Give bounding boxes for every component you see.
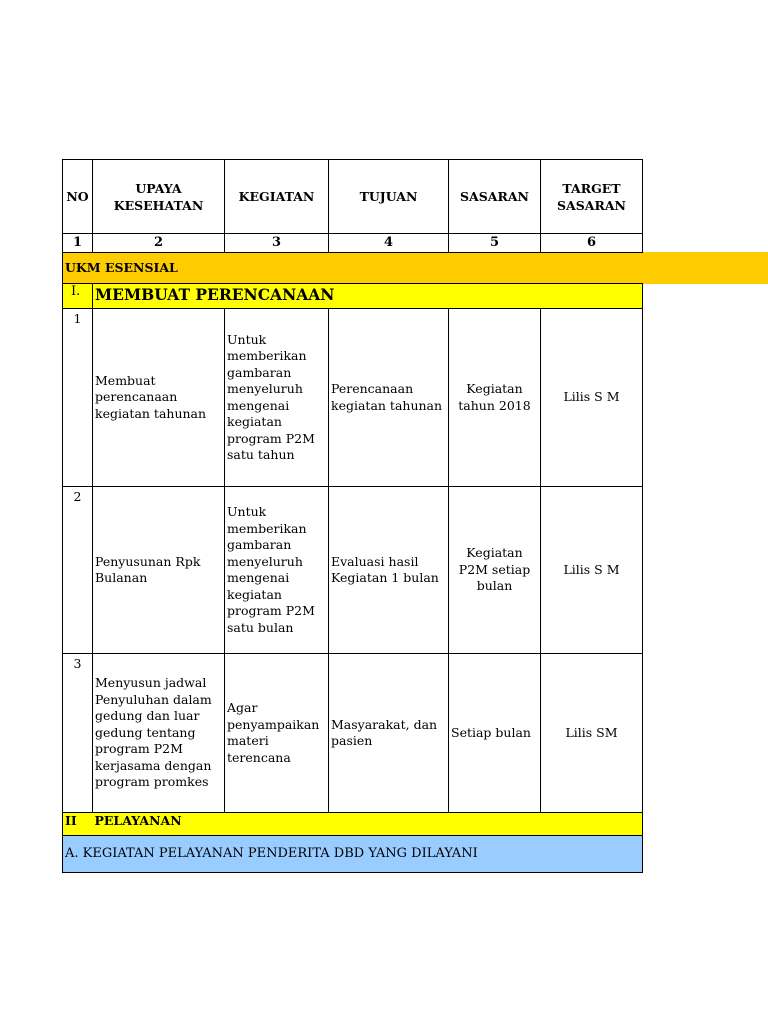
row-sasaran[interactable]: Kegiatan tahun 2018 (449, 309, 541, 487)
row-kegiatan[interactable]: Agar penyampaikan materi terencana (225, 654, 329, 813)
row-target[interactable]: Lilis S M (541, 309, 643, 487)
table-row (63, 654, 643, 813)
section-1-title-text: MEMBUAT PERENCANAAN (95, 285, 335, 305)
col-header-tujuan[interactable]: TUJUAN (329, 160, 449, 234)
col-header-target[interactable] (541, 160, 643, 234)
row-upaya[interactable]: Penyusunan Rpk Bulanan (93, 487, 225, 654)
table-row (63, 487, 643, 654)
header-row (63, 160, 643, 234)
col-header-kegiatan[interactable]: KEGIATAN (225, 160, 329, 234)
col-header-upaya-text: UPAYA KESEHATAN (113, 180, 204, 213)
row-no[interactable]: 2 (63, 487, 93, 654)
row-upaya[interactable]: Menyusun jadwal Penyuluhan dalam gedung dan luar gedung tentang program P2M kerjasama dengan program promkes (93, 654, 225, 813)
col-header-no[interactable]: NO (63, 160, 93, 234)
col-header-target-text: TARGET SASARAN (557, 180, 626, 213)
section-1-roman[interactable]: I. (63, 284, 93, 309)
row-no[interactable]: 3 (63, 654, 93, 813)
section-2-roman[interactable]: II (63, 813, 93, 836)
col-number[interactable]: 4 (329, 234, 449, 253)
section-1-row (63, 284, 643, 309)
col-number[interactable]: 6 (541, 234, 643, 253)
row-no[interactable]: 1 (63, 309, 93, 487)
row-tujuan[interactable]: Masyarakat, dan pasien (329, 654, 449, 813)
spreadsheet-table-wrapper (62, 159, 643, 873)
row-tujuan[interactable]: Perencanaan kegiatan tahunan (329, 309, 449, 487)
row-target[interactable]: Lilis SM (541, 654, 643, 813)
section-band-extension (643, 252, 768, 284)
col-number[interactable]: 2 (93, 234, 225, 253)
column-number-row (63, 234, 643, 253)
col-number[interactable]: 5 (449, 234, 541, 253)
row-upaya[interactable]: Membuat perencanaan kegiatan tahunan (93, 309, 225, 487)
row-tujuan[interactable]: Evaluasi hasil Kegiatan 1 bulan (329, 487, 449, 654)
program-table (62, 159, 643, 873)
col-number[interactable]: 1 (63, 234, 93, 253)
row-kegiatan[interactable]: Untuk memberikan gambaran menyeluruh mengenai kegiatan program P2M satu tahun (225, 309, 329, 487)
section-2-row (63, 813, 643, 836)
col-number[interactable]: 3 (225, 234, 329, 253)
section-2-title[interactable]: PELAYANAN (93, 813, 643, 836)
row-sasaran[interactable]: Kegiatan P2M setiap bulan (449, 487, 541, 654)
section-ukm-row (63, 253, 643, 284)
row-sasaran[interactable]: Setiap bulan (449, 654, 541, 813)
subsection-a-row (63, 836, 643, 873)
col-header-upaya[interactable] (93, 160, 225, 234)
row-target[interactable]: Lilis S M (541, 487, 643, 654)
subsection-a-label[interactable]: A. KEGIATAN PELAYANAN PENDERITA DBD YANG DILAYANI (63, 836, 643, 873)
section-ukm-label[interactable]: UKM ESENSIAL (63, 253, 643, 284)
col-header-sasaran[interactable]: SASARAN (449, 160, 541, 234)
table-row (63, 309, 643, 487)
section-1-title[interactable] (93, 284, 643, 309)
row-kegiatan[interactable]: Untuk memberikan gambaran menyeluruh mengenai kegiatan program P2M satu bulan (225, 487, 329, 654)
